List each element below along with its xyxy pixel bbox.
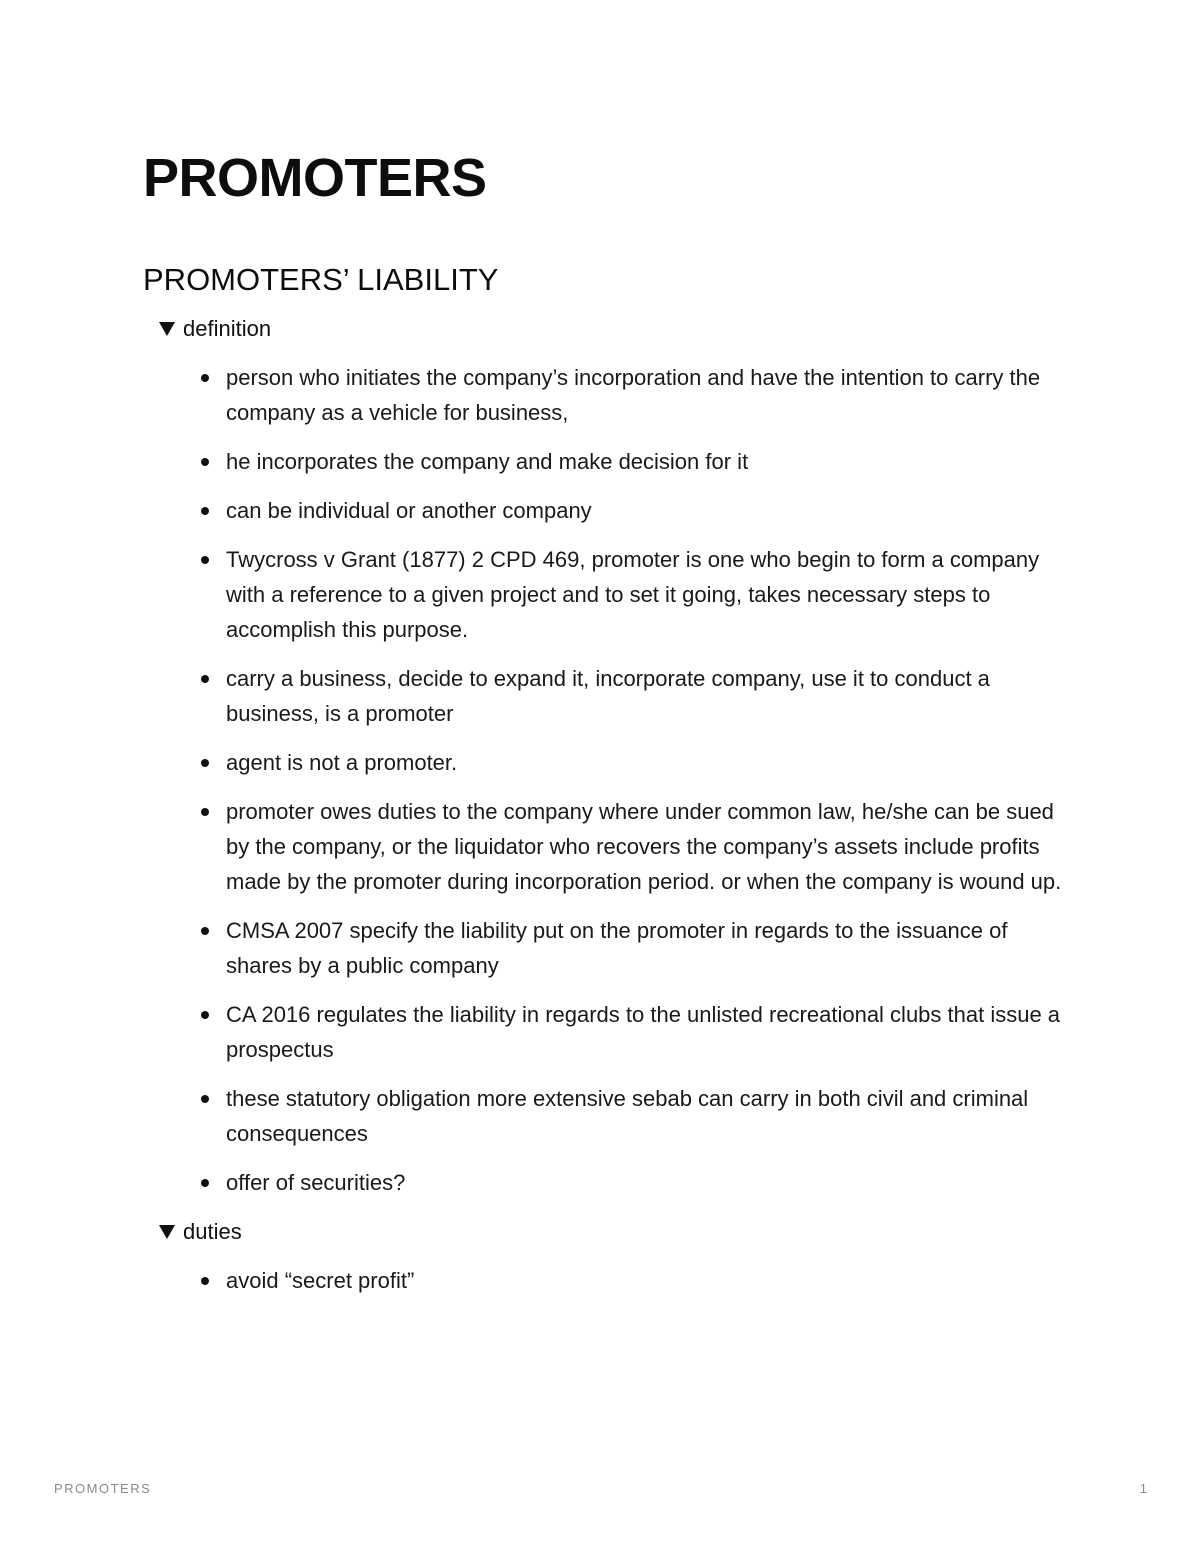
list-item-text: can be individual or another company xyxy=(226,498,592,523)
bullet-icon xyxy=(201,927,209,935)
list-item xyxy=(226,444,1073,479)
toggle-definition[interactable] xyxy=(143,312,1073,1200)
toggle-header-definition[interactable] xyxy=(143,312,1073,346)
list-item xyxy=(226,360,1073,430)
list-item xyxy=(226,745,1073,780)
list-item xyxy=(226,913,1073,983)
bullet-list xyxy=(143,360,1073,1200)
list-item xyxy=(226,794,1073,899)
bullet-icon xyxy=(201,458,209,466)
list-item-text: CA 2016 regulates the liability in regards to the unlisted recreational clubs that issue a prospectus xyxy=(226,1002,1061,1062)
bullet-icon xyxy=(201,1277,209,1285)
list-item-text: these statutory obligation more extensive sebab can carry in both civil and criminal consequences xyxy=(226,1086,1029,1146)
bullet-list xyxy=(143,1263,1073,1298)
page-content xyxy=(143,140,1073,1298)
section-title: PROMOTERS’ LIABILITY xyxy=(143,262,499,297)
list-item-text: carry a business, decide to expand it, incorporate company, use it to conduct a business, is a promoter xyxy=(226,666,990,726)
bullet-icon xyxy=(201,1095,209,1103)
list-item-text: agent is not a promoter. xyxy=(226,750,458,775)
bullet-icon xyxy=(201,507,209,515)
list-item xyxy=(226,1081,1073,1151)
bullet-icon xyxy=(201,1179,209,1187)
list-item xyxy=(226,1165,1073,1200)
triangle-down-icon[interactable] xyxy=(159,1225,175,1239)
list-item-text: CMSA 2007 specify the liability put on the promoter in regards to the issuance of shares by a public company xyxy=(226,918,1008,978)
list-item xyxy=(226,493,1073,528)
bullet-icon xyxy=(201,808,209,816)
list-item-text: Twycross v Grant (1877) 2 CPD 469, promoter is one who begin to form a company with a reference to a given project and to set it going, takes necessary steps to accomplish this purpose. xyxy=(226,547,1040,642)
list-item xyxy=(226,542,1073,647)
list-item xyxy=(226,1263,1073,1298)
toggle-label: definition xyxy=(183,316,272,341)
bullet-icon xyxy=(201,1011,209,1019)
list-item xyxy=(226,661,1073,731)
toggle-header-duties[interactable] xyxy=(143,1215,1073,1249)
toggle-label: duties xyxy=(183,1219,242,1244)
bullet-icon xyxy=(201,374,209,382)
list-item-text: offer of securities? xyxy=(226,1170,406,1195)
page-title: PROMOTERS xyxy=(143,148,487,208)
triangle-down-icon[interactable] xyxy=(159,322,175,336)
toggle-duties[interactable] xyxy=(143,1215,1073,1298)
footer-title: PROMOTERS xyxy=(54,1481,152,1496)
list-item-text: avoid “secret profit” xyxy=(226,1268,415,1293)
list-item-text: person who initiates the company’s incorporation and have the intention to carry the company as a vehicle for business, xyxy=(226,365,1041,425)
bullet-icon xyxy=(201,759,209,767)
list-item xyxy=(226,997,1073,1067)
bullet-icon xyxy=(201,675,209,683)
footer-page-number: 1 xyxy=(1139,1481,1147,1496)
list-item-text: he incorporates the company and make decision for it xyxy=(226,449,749,474)
bullet-icon xyxy=(201,556,209,564)
list-item-text: promoter owes duties to the company where under common law, he/she can be sued by the company, or the liquidator who recovers the company’s assets include profits made by the promoter during incorporation period. or when the company is wound up. xyxy=(226,799,1062,894)
